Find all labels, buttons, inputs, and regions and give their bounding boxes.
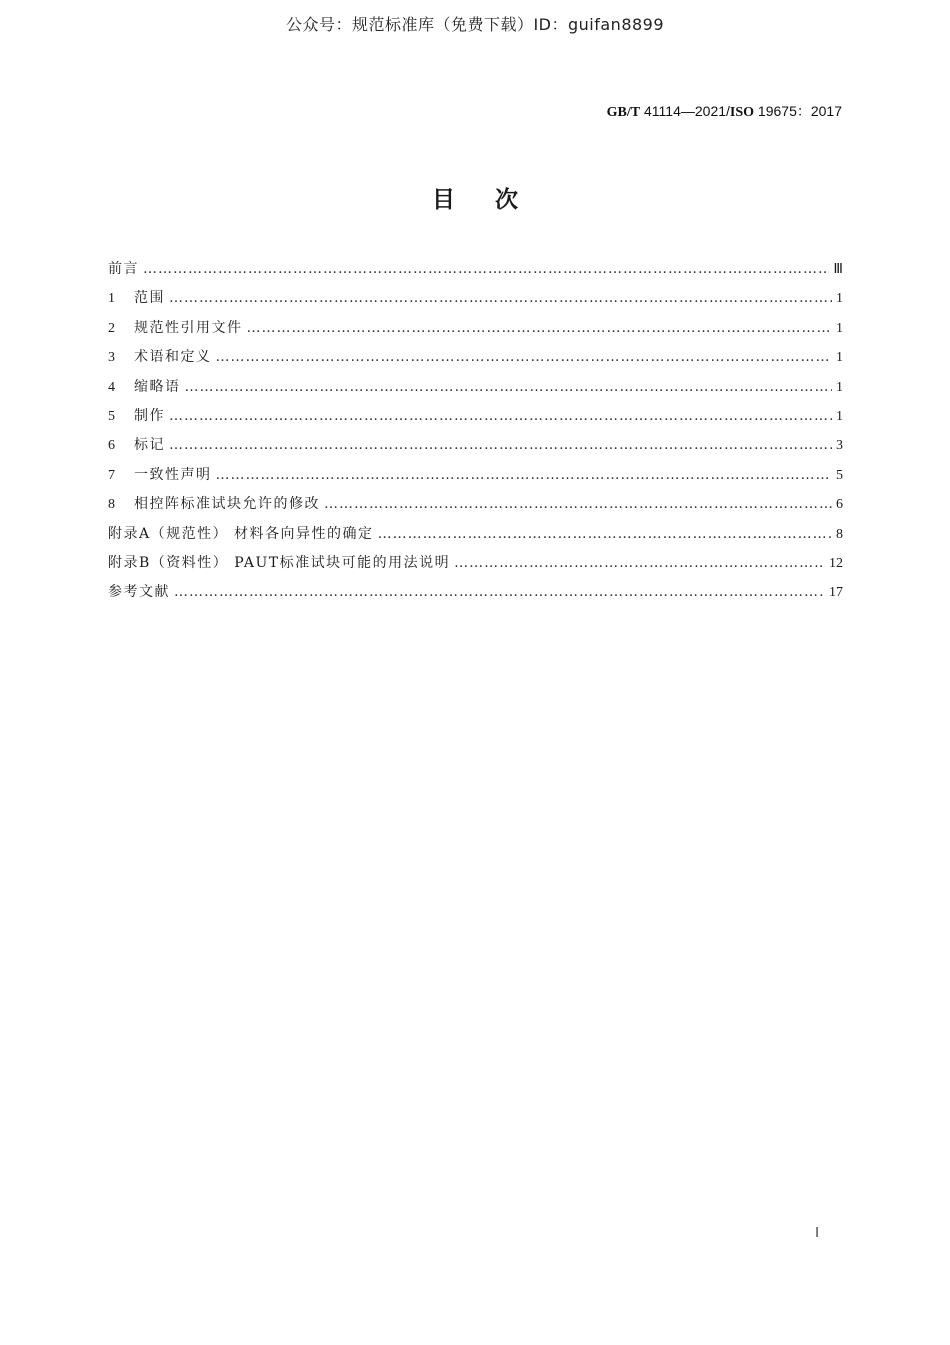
toc-entry-label: 缩略语 — [134, 378, 181, 395]
toc-entry-2[interactable] — [108, 317, 843, 346]
toc-entry-label: 范围 — [134, 290, 165, 307]
toc-entry-page: 3 — [836, 438, 843, 454]
toc-entry-page: 17 — [829, 585, 843, 601]
toc-entry-7[interactable] — [108, 464, 843, 493]
toc-entry-number: 8 — [108, 497, 115, 513]
toc-entry-4[interactable] — [108, 376, 843, 405]
toc-entry-page: 1 — [836, 379, 843, 395]
toc-entry-label: 参考文献 — [108, 584, 170, 601]
std-code-prefix: GB/T — [606, 105, 641, 120]
toc-entry-3[interactable] — [108, 346, 843, 375]
toc-leader-dots — [454, 555, 825, 571]
toc-entry-number: 2 — [108, 320, 115, 336]
toc-entry-page: 8 — [836, 526, 843, 542]
toc-entry-number: 6 — [108, 438, 115, 454]
watermark-text: 公众号：规范标准库（免费下载）ID：guifan8899 — [285, 15, 665, 34]
toc-entry-page: 1 — [836, 320, 843, 336]
toc-entry-page: Ⅲ — [833, 262, 843, 277]
toc-entry-label: 一致性声明 — [134, 466, 212, 483]
toc-entry-1[interactable] — [108, 287, 843, 316]
toc-entry-page: 1 — [836, 408, 843, 424]
toc-entry-5[interactable] — [108, 405, 843, 434]
toc-entry-label: 制作 — [134, 407, 165, 424]
toc-entry-number: 5 — [108, 408, 115, 424]
toc-entry-bibliography[interactable] — [108, 581, 843, 610]
toc-entry-foreword[interactable] — [108, 258, 843, 287]
page-number: Ⅰ — [815, 1226, 820, 1241]
toc-leader-dots — [247, 320, 833, 336]
std-code-iso: ISO — [729, 105, 755, 120]
standard-code — [607, 101, 842, 121]
toc-entry-annex-a[interactable] — [108, 523, 843, 552]
toc-leader-dots — [143, 261, 829, 277]
toc-entry-page: 5 — [836, 467, 843, 483]
table-of-contents — [108, 258, 843, 611]
toc-entry-page: 1 — [836, 350, 843, 366]
std-code-iso-number: 19675：2017 — [754, 103, 842, 119]
toc-entry-label: 附录B（资料性） PAUT标准试块可能的用法说明 — [108, 554, 451, 571]
toc-leader-dots — [216, 349, 833, 365]
toc-entry-annex-b[interactable] — [108, 552, 843, 581]
toc-entry-page: 6 — [836, 497, 843, 513]
toc-leader-dots — [378, 526, 832, 542]
toc-leader-dots — [169, 290, 832, 306]
toc-entry-number: 7 — [108, 467, 115, 483]
toc-entry-page: 12 — [829, 555, 843, 571]
toc-leader-dots — [185, 379, 833, 395]
toc-entry-8[interactable] — [108, 493, 843, 522]
std-code-number: 41114—2021/ — [640, 103, 730, 119]
toc-entry-label: 规范性引用文件 — [134, 319, 243, 336]
toc-entry-number: 1 — [108, 291, 115, 307]
toc-entry-label: 前言 — [108, 261, 139, 277]
toc-leader-dots — [169, 408, 832, 424]
toc-entry-label: 相控阵标准试块允许的修改 — [134, 496, 320, 513]
toc-entry-number: 3 — [108, 350, 115, 366]
toc-entry-page: 1 — [836, 291, 843, 307]
toc-entry-label: 标记 — [134, 437, 165, 454]
toc-leader-dots — [216, 467, 833, 483]
toc-entry-label: 附录A（规范性） 材料各向异性的确定 — [108, 525, 374, 542]
toc-entry-number: 4 — [108, 379, 115, 395]
toc-leader-dots — [169, 437, 832, 453]
page-title: 目次 — [432, 187, 558, 213]
toc-entry-6[interactable] — [108, 434, 843, 463]
toc-entry-label: 术语和定义 — [134, 349, 212, 366]
toc-leader-dots — [324, 496, 832, 512]
toc-leader-dots — [174, 584, 825, 600]
